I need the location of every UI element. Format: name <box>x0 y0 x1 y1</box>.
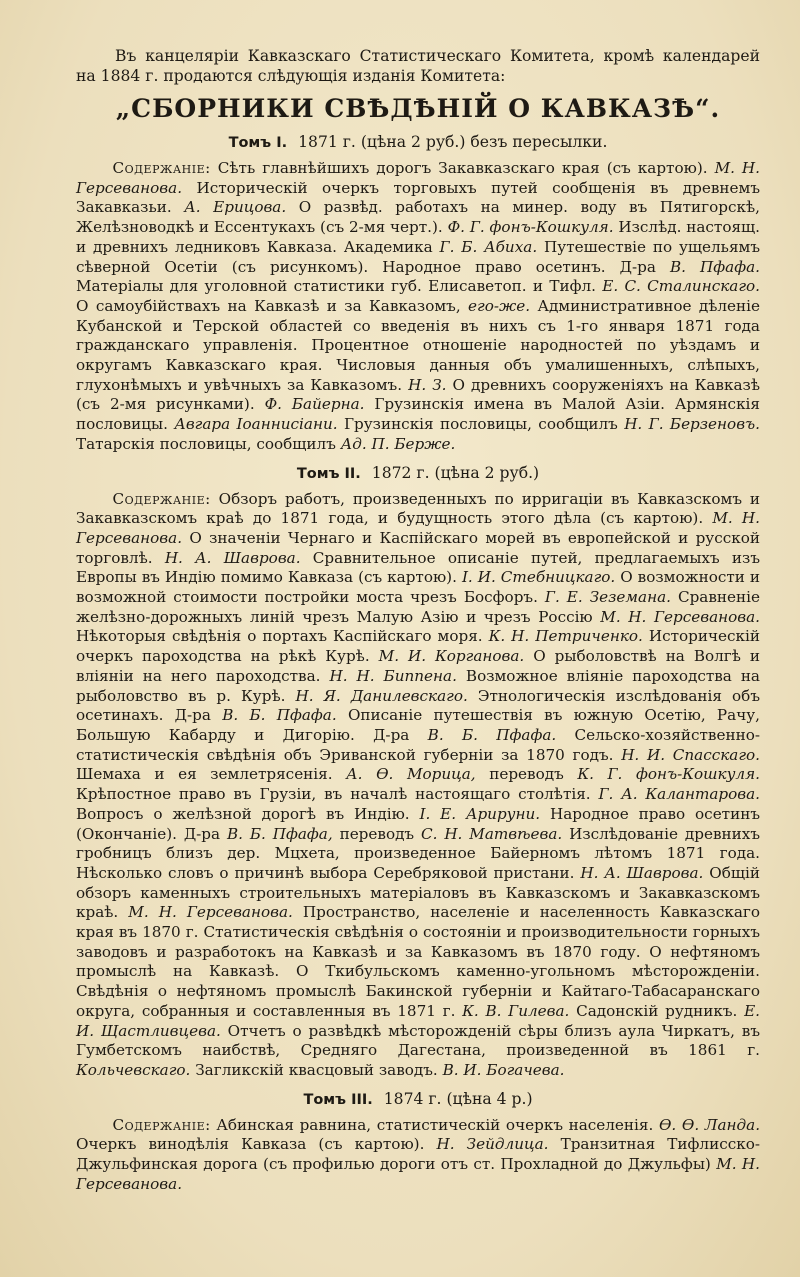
author-name: К. Г. фонъ-Кошкуля. <box>577 765 760 784</box>
contents-text: Крѣпостное право въ Грузіи, въ началѣ настоящаго столѣтія. <box>76 785 599 804</box>
contents-text: Вопросъ о желѣзной дорогѣ въ Индію. <box>76 804 420 823</box>
author-name: К. Н. Петриченко. <box>488 627 643 646</box>
author-name: Н. Я. Данилевскаго. <box>295 686 468 705</box>
contents-text: Историческій очеркъ пароходства на рѣкѣ Курѣ. <box>76 627 760 666</box>
volume-section <box>76 1089 760 1195</box>
author-name: М. Н. Герсеванова. <box>76 159 761 197</box>
volume-number: Томъ II. <box>296 465 361 482</box>
author-name: Ад. П. Берже. <box>340 434 456 453</box>
volume-section <box>76 132 760 455</box>
contents-text: Загликскій квасцовый заводъ. <box>190 1060 443 1079</box>
contents-text: Сельско-хозяйственно-статистическія свѣдѣнія объ Эриванской губерніи за 1870 годъ. <box>76 725 760 764</box>
contents-text: Обзоръ работъ, произведенныхъ по ирригаціи въ Кавказскомъ и Закавказскомъ краѣ до 1871 года, и будущность этого дѣла (съ картою). <box>76 489 760 528</box>
author-name: М. Н. Герсеванова. <box>600 607 760 626</box>
author-name: Авгара Іоаннисіани. <box>174 415 338 434</box>
author-name: Е. И. Щастливцева. <box>76 1001 760 1040</box>
author-name: Г. Б. Абиха. <box>439 237 538 256</box>
contents-text: О развѣд. работахъ на минер. воду въ Пятигорскѣ, Желѣзноводкѣ и Ессентукахъ (съ 2-мя черт.). <box>76 198 760 237</box>
author-name: М. Н. Герсеванова. <box>76 1155 760 1193</box>
author-name: М. Н. Герсеванова. <box>76 509 760 547</box>
contents-text: переводъ <box>475 765 578 784</box>
contents-text: Административное дѣленіе Кубанской и Терской областей со введенія въ нихъ съ 1-го января 1871 года гражданскаго управленія. Процентное отношеніе народностей по уѣздамъ и округамъ Кавказскаго края. Числовыя данныя объ умалишенныхъ, слѣпыхъ, глухонѣмыхъ и увѣчныхъ за Кавказомъ. <box>76 296 760 394</box>
contents-text: Абинская равнина, статистическій очеркъ населенія. <box>216 1115 659 1134</box>
contents-text: Очеркъ винодѣлія Кавказа (съ картою). <box>76 1135 437 1154</box>
contents-text: Грузинскія пословицы, сообщилъ <box>337 415 625 434</box>
contents-text: Татарскія пословицы, сообщилъ <box>76 434 341 453</box>
contents-text: О древнихъ сооруженіяхъ на Кавказѣ (съ 2-мя рисунками). <box>76 375 760 414</box>
author-name: М. И. Корганова. <box>378 647 525 666</box>
author-name: В. И. Богачева. <box>442 1060 565 1079</box>
volume-number: Томъ III. <box>303 1091 373 1108</box>
author-name: Г. А. Калантарова. <box>598 785 761 804</box>
author-name: Н. И. Спасскаго. <box>621 745 761 764</box>
author-name: С. Н. Матвѣева. <box>420 824 563 843</box>
contents-text: Сѣть главнѣйшихъ дорогъ Закавказскаго края (съ картою). <box>217 159 715 177</box>
volume-contents <box>76 159 760 455</box>
contents-text: Грузинскія имена въ Малой Азіи. Армянскія пословицы. <box>76 395 760 434</box>
volume-year-price: 1871 г. (цѣна 2 руб.) безъ пересылки. <box>298 133 608 151</box>
contents-text: Путешествіе по ущельямъ сѣверной Осетіи (съ рисункомъ). Народное право осетинъ. Д-ра <box>76 237 761 276</box>
volume-contents <box>76 1116 760 1195</box>
author-name: Н. Зейдлица. <box>436 1135 549 1154</box>
author-name: В. Б. Пфафа, <box>226 824 333 843</box>
contents-text: Отчетъ о развѣдкѣ мѣсторожденій сѣры близъ аула Чиркатъ, въ Гумбетскомъ наибствѣ, Средняго Дагестана, произведенной въ 1861 г. <box>76 1021 760 1060</box>
contents-text: Транзитная Тифлисско-Джульфинская дорога (съ профилью дороги отъ ст. Прохладной до Джульфы) <box>76 1135 760 1174</box>
author-name: К. В. Гилева. <box>462 1001 570 1020</box>
contents-text: О значеніи Чернаго и Каспійскаго морей въ европейской и русской торговлѣ. <box>76 528 760 567</box>
author-name: его-же. <box>468 296 531 315</box>
contents-text: Садонскій рудникъ. <box>569 1001 745 1020</box>
volume-contents <box>76 490 760 1081</box>
contents-text: О возможности и возможной стоимости постройки моста чрезъ Босфоръ. <box>76 568 760 607</box>
contents-label: Содержаніе: <box>112 1115 211 1134</box>
contents-text: Народное право осетинъ (Окончаніе). Д-ра <box>76 804 760 843</box>
contents-text: Этнологическія изслѣдованія объ осетинахъ. Д-ра <box>76 686 760 725</box>
contents-text: переводъ <box>332 824 421 843</box>
volume-number: Томъ I. <box>228 135 288 151</box>
contents-text: Общій обзоръ каменныхъ строительныхъ матеріаловъ въ Кавказскомъ и Закавказскомъ краѣ. <box>76 863 760 922</box>
contents-text: Нѣкоторыя свѣдѣнія о портахъ Каспійскаго моря. <box>76 627 489 646</box>
author-name: Ф. Г. фонъ-Кошкуля. <box>447 218 614 237</box>
volume-heading <box>76 463 760 484</box>
volume-heading <box>76 1089 760 1110</box>
author-name: І. Е. Арируни. <box>419 804 541 823</box>
author-name: В. Пфафа. <box>669 257 760 276</box>
contents-text: О рыболовствѣ на Волгѣ и вліяніи на него пароходства. <box>76 647 761 685</box>
author-name: А. Ерицова. <box>184 198 287 217</box>
volume-heading <box>76 132 760 153</box>
contents-text: Пространство, населеніе и населенность Кавказскаго края въ 1870 г. Статистическія свѣдѣнія о состояніи и производительности горныхъ заводовъ и разработокъ на Кавказѣ и за Кавказомъ въ 1870 году. О нефтяномъ промыслѣ на Кавказѣ. О Ткибульскомъ каменно-угольномъ мѣсторожденіи. Свѣдѣнія о нефтяномъ промыслѣ Бакинской губерніи и Кайтаго-Табасаранскаго округа, собранныя и составленныя въ 1871 г. <box>76 903 760 1020</box>
contents-text: Описаніе путешествія въ южную Осетію, Рачу, Большую Кабарду и Дигорію. Д-ра <box>76 706 761 744</box>
page-title: „СБОРНИКИ СВѢДѢНІЙ О КАВКАЗѢ“. <box>115 94 721 123</box>
author-name: Н. А. Шаврова. <box>580 863 704 882</box>
volume-year-price: 1872 г. (цѣна 2 руб.) <box>371 463 540 482</box>
author-name: І. И. Стебницкаго. <box>461 568 616 587</box>
author-name: Ѳ. Ѳ. Ланда. <box>658 1115 761 1134</box>
volume-year-price: 1874 г. (цѣна 4 р.) <box>383 1089 533 1108</box>
author-name: Н. Г. Берзеновъ. <box>624 415 760 434</box>
author-name: Кольчевскаго. <box>76 1060 191 1079</box>
contents-text: Изслѣдованіе древнихъ гробницъ близъ дер. Мцхета, произведенное Байерномъ лѣтомъ 1871 года. Нѣсколько словъ о причинѣ выбора Серебряковой пристани. <box>76 824 760 882</box>
contents-text: Историческій очеркъ торговыхъ путей сообщенія въ древнемъ Закавказьи. <box>76 178 760 217</box>
contents-label: Содержаніе: <box>112 159 211 177</box>
contents-text: Изслѣд. настоящ. и древнихъ ледниковъ Кавказа. Академика <box>76 218 761 256</box>
contents-text: Сравнительное описаніе путей, предлагаемыхъ изъ Европы въ Индію помимо Кавказа (съ картою). <box>76 548 760 587</box>
contents-label: Содержаніе: <box>112 489 211 508</box>
contents-text: Шемаха и ея землетрясенія. <box>76 765 347 784</box>
author-name: Г. Е. Зеземана. <box>544 588 671 607</box>
author-name: А. Ѳ. Морица, <box>346 765 476 784</box>
author-name: М. Н. Герсеванова. <box>128 903 293 922</box>
intro-paragraph: Въ канцеляріи Кавказскаго Статистическаго Комитета, кромѣ календарей на 1884 г. продаются слѣдующія изданія Комитета: <box>76 47 760 85</box>
volume-section <box>76 463 760 1081</box>
author-name: Ф. Байерна. <box>264 395 365 414</box>
contents-text: Матеріалы для уголовной статистики губ. Елисаветоп. и Тифл. <box>76 277 603 296</box>
author-name: В. Б. Пфафа. <box>222 706 337 725</box>
author-name: Е. С. Сталинскаго. <box>602 277 760 296</box>
contents-text: Сравненіе желѣзно-дорожныхъ линій чрезъ Малую Азію и чрезъ Россію <box>76 588 760 626</box>
author-name: В. Б. Пфафа. <box>427 725 557 744</box>
contents-text: О самоубійствахъ на Кавказѣ и за Кавказомъ, <box>76 296 469 315</box>
author-name: Н. Н. Биппена. <box>329 666 457 685</box>
author-name: Н. А. Шаврова. <box>164 548 301 567</box>
author-name: Н. З. <box>408 375 447 394</box>
contents-text: Возможное вліяніе пароходства на рыболовство въ р. Курѣ. <box>76 666 760 705</box>
